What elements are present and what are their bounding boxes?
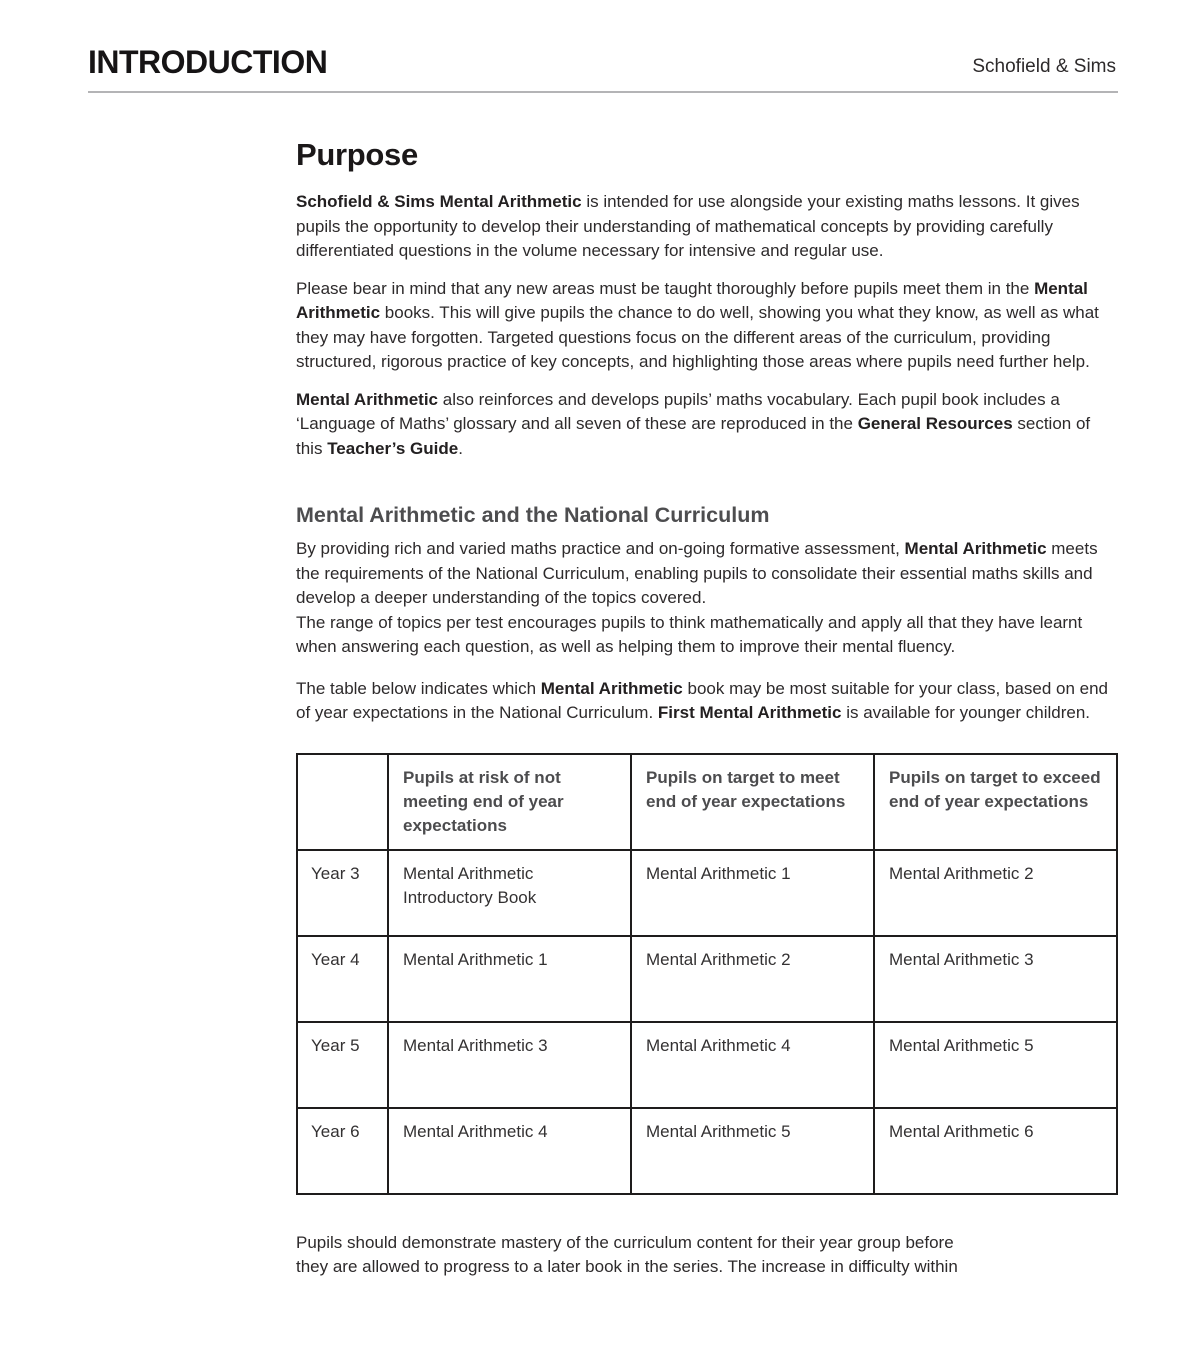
- table-cell-book: Mental Arithmetic 2: [874, 850, 1117, 936]
- paragraph-mastery: Pupils should demonstrate mastery of the curriculum content for their year group before they are allowed to progress to a later book in the series. The increase in difficulty within: [296, 1232, 958, 1277]
- paragraph-curriculum: By providing rich and varied maths practice and on-going formative assessment, Mental Arithmetic meets the requirements of the National Curriculum, enabling pupils to consolidate their essential maths skills and develop a deeper understanding of the topics covered. The range of topics per test encourages pupils to think mathematically and apply all that they have learnt when answering each question, as well as helping them to improve their mental fluency.: [296, 539, 1098, 657]
- table-row-year-3: [297, 850, 1117, 936]
- header-rule: [88, 91, 1118, 93]
- table-cell-book: Mental Arithmetic 1: [631, 850, 874, 936]
- table-row-year-5: [297, 1022, 1117, 1108]
- table-cell-book: Mental Arithmetic 5: [631, 1108, 874, 1194]
- page-header: [88, 36, 1116, 78]
- table-cell-book: Mental Arithmetic 1: [388, 936, 631, 1022]
- table-header-row: [297, 754, 1117, 850]
- table-row-year-4: [297, 936, 1117, 1022]
- paragraph-new-areas: Please bear in mind that any new areas must be taught thoroughly before pupils meet them in the Mental Arithmetic books. This will give pupils the chance to do well, showing you what they know, as well as what they may have forgotten. Targeted questions focus on the different areas of the curriculum, providing structured, rigorous practice of key concepts, and highlighting those areas where pupils need further help.: [296, 278, 1099, 372]
- table-cell-book: Mental Arithmetic 3: [874, 936, 1117, 1022]
- table-cell-year-label: Year 4: [297, 936, 388, 1022]
- paragraph-intro: Schofield & Sims Mental Arithmetic is intended for use alongside your existing maths lessons. It gives pupils the opportunity to develop their understanding of mathematical concepts by providing carefully differentiated questions in the volume necessary for intensive and regular use.: [296, 192, 1080, 261]
- table-cell-year-label: Year 6: [297, 1108, 388, 1194]
- table-header-cell-empty: [297, 754, 388, 850]
- table-cell-book: Mental Arithmetic 3: [388, 1022, 631, 1108]
- book-recommendation-table: [296, 753, 1118, 1195]
- table-header-cell-at-risk: Pupils at risk of not meeting end of year expectations: [388, 754, 631, 850]
- paragraph-vocabulary: Mental Arithmetic also reinforces and develops pupils’ maths vocabulary. Each pupil book includes a ‘Language of Maths’ glossary and all seven of these are reproduced in the General Resources section of this Teacher’s Guide.: [296, 389, 1091, 458]
- publisher-name: Schofield & Sims: [972, 56, 1116, 77]
- table-cell-year-label: Year 3: [297, 850, 388, 936]
- table-cell-book: Mental Arithmetic 5: [874, 1022, 1117, 1108]
- table-row-year-6: [297, 1108, 1117, 1194]
- table-cell-book: Mental Arithmetic Introductory Book: [388, 850, 631, 936]
- content-column: [296, 136, 1117, 1280]
- section-heading-purpose: Purpose: [296, 137, 418, 172]
- table-cell-book: Mental Arithmetic 2: [631, 936, 874, 1022]
- table-cell-book: Mental Arithmetic 4: [631, 1022, 874, 1108]
- page-title: INTRODUCTION: [88, 44, 328, 80]
- table-header-cell-exceed: Pupils on target to exceed end of year expectations: [874, 754, 1117, 850]
- table-cell-book: Mental Arithmetic 6: [874, 1108, 1117, 1194]
- table-cell-year-label: Year 5: [297, 1022, 388, 1108]
- table-cell-book: Mental Arithmetic 4: [388, 1108, 631, 1194]
- paragraph-table-intro: The table below indicates which Mental Arithmetic book may be most suitable for your class, based on end of year expectations in the National Curriculum. First Mental Arithmetic is available for younger children.: [296, 678, 1108, 723]
- subsection-heading-curriculum: Mental Arithmetic and the National Curriculum: [296, 503, 770, 528]
- table-header-cell-on-target: Pupils on target to meet end of year expectations: [631, 754, 874, 850]
